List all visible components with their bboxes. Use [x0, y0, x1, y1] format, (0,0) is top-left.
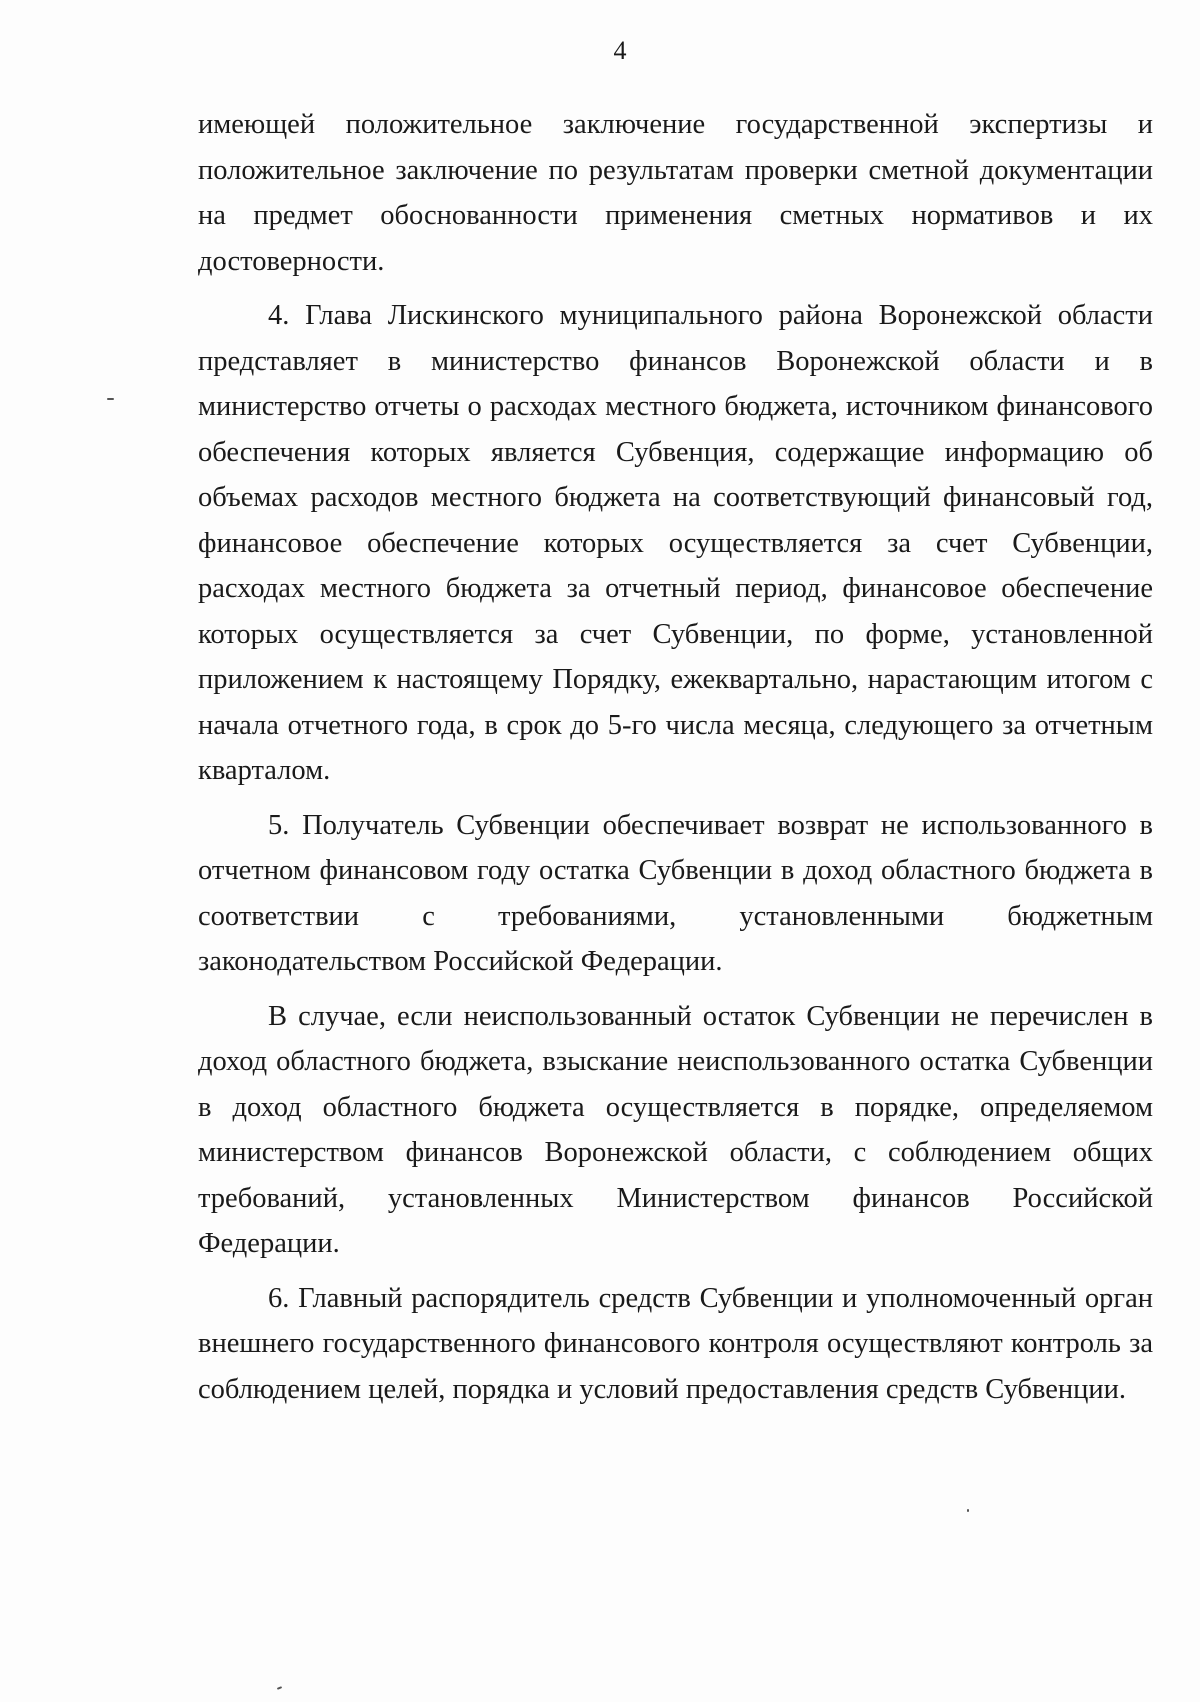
paragraph-item-6: 6. Главный распорядитель средств Субвенции и уполномоченный орган внешнего государственного финансового контроля осуществляют контроль за соблюдением целей, порядка и условий предоставления средств Субвенции. — [198, 1282, 1153, 1405]
scan-artifact-mark — [277, 1686, 282, 1690]
page-number: 4 — [613, 36, 627, 65]
paragraph-item-4: 4. Глава Лискинского муниципального района Воронежской области представляет в министерство финансов Воронежской области и в министерство отчеты о расходах местного бюджета, источником финансового обеспечения которых является Субвенция, содержащие информацию об объемах расходов местного бюджета на соответствующий финансовый год, финансовое обеспечение которых осуществляется за счет Субвенции, расходах местного бюджета за отчетный период, финансовое обеспечение которых осуществляется за счет Субвенции, по форме, установленной приложением к настоящему Порядку, ежеквартально, нарастающим итогом с начала отчетного года, в срок до 5-го числа месяца, следующего за отчетным кварталом. — [198, 300, 1153, 786]
paragraph-refund-case: В случае, если неиспользованный остаток Субвенции не перечислен в доход областного бюджета, взыскание неиспользованного остатка Субвенции в доход областного бюджета осуществляется в порядке, определяемом министерством финансов Воронежской области, с соблюдением общих требований, установленных Министерством финансов Российской Федерации. — [198, 1000, 1153, 1259]
paragraph-item-5: 5. Получатель Субвенции обеспечивает возврат не использованного в отчетном финансовом году остатка Субвенции в доход областного бюджета в соответствии с требованиями, установленными бюджетным законодательством Российской Федерации. — [198, 809, 1153, 977]
paragraph-continuation: имеющей положительное заключение государственной экспертизы и положительное заключение по результатам проверки сметной документации на предмет обоснованности применения сметных нормативов и их достоверности. — [198, 109, 1153, 277]
document-body — [198, 102, 1153, 1412]
scan-artifact-mark — [107, 398, 114, 400]
scan-artifact-dot — [967, 1509, 969, 1512]
